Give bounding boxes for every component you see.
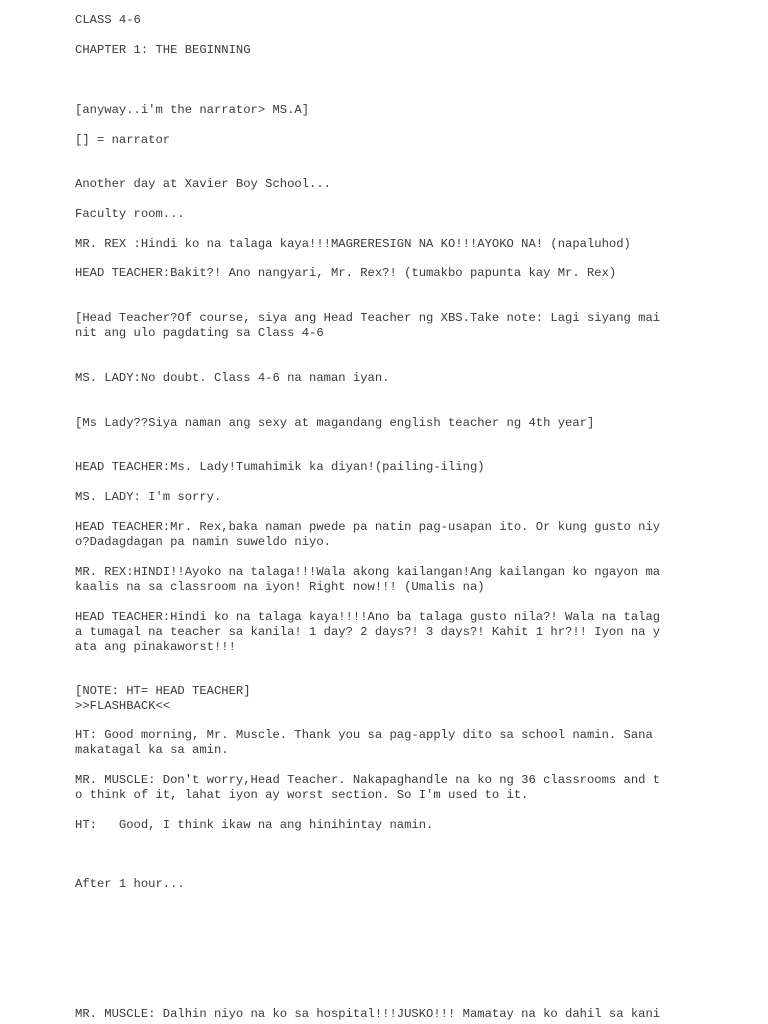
text-line: makatagal ka sa amin. bbox=[75, 743, 229, 757]
text-line: Faculty room... bbox=[75, 207, 185, 221]
text-line: [Head Teacher?Of course, siya ang Head Teacher ng XBS.Take note: Lagi siyang mai bbox=[75, 311, 661, 325]
text-line: HT: Good, I think ikaw na ang hinihintay namin. bbox=[75, 818, 434, 832]
text-line: MR. REX :Hindi ko na talaga kaya!!!MAGRERESIGN NA KO!!!AYOKO NA! (napaluhod) bbox=[75, 237, 631, 251]
text-line: Another day at Xavier Boy School... bbox=[75, 177, 331, 191]
text-line: MR. MUSCLE: Dalhin niyo na ko sa hospital!!!JUSKO!!! Mamatay na ko dahil sa kani bbox=[75, 1007, 661, 1021]
text-line: MS. LADY:No doubt. Class 4-6 na naman iyan. bbox=[75, 371, 390, 385]
text-line: HEAD TEACHER:Bakit?! Ano nangyari, Mr. Rex?! (tumakbo papunta kay Mr. Rex) bbox=[75, 266, 617, 280]
text-line: ata ang pinakaworst!!! bbox=[75, 640, 236, 654]
text-line: HEAD TEACHER:Hindi ko na talaga kaya!!!!Ano ba talaga gusto nila?! Wala na talag bbox=[75, 610, 661, 624]
text-line: CHAPTER 1: THE BEGINNING bbox=[75, 43, 251, 57]
text-line: HEAD TEACHER:Ms. Lady!Tumahimik ka diyan!(pailing-iling) bbox=[75, 460, 485, 474]
text-line: HEAD TEACHER:Mr. Rex,baka naman pwede pa natin pag-usapan ito. Or kung gusto niy bbox=[75, 520, 661, 534]
text-line: [Ms Lady??Siya naman ang sexy at magandang english teacher ng 4th year] bbox=[75, 416, 595, 430]
text-line: [NOTE: HT= HEAD TEACHER] bbox=[75, 684, 251, 698]
text-line: [] = narrator bbox=[75, 133, 171, 147]
text-line: o?Dadagdagan pa namin suweldo niyo. bbox=[75, 535, 331, 549]
text-line: kaalis na sa classroom na iyon! Right now!!! (Umalis na) bbox=[75, 580, 485, 594]
text-line: HT: Good morning, Mr. Muscle. Thank you sa pag-apply dito sa school namin. Sana bbox=[75, 728, 653, 742]
text-line: After 1 hour... bbox=[75, 877, 185, 891]
text-line: MR. REX:HINDI!!Ayoko na talaga!!!Wala akong kailangan!Ang kailangan ko ngayon ma bbox=[75, 565, 661, 579]
text-line: o think of it, lahat iyon ay worst section. So I'm used to it. bbox=[75, 788, 529, 802]
text-line: CLASS 4-6 bbox=[75, 13, 141, 27]
text-line: >>FLASHBACK<< bbox=[75, 699, 171, 713]
text-line: a tumagal na teacher sa kanila! 1 day? 2 days?! 3 days?! Kahit 1 hr?!! Iyon na y bbox=[75, 625, 661, 639]
text-line: MR. MUSCLE: Don't worry,Head Teacher. Nakapaghandle na ko ng 36 classrooms and t bbox=[75, 773, 661, 787]
text-line: [anyway..i'm the narrator> MS.A] bbox=[75, 103, 310, 117]
text-line: nit ang ulo pagdating sa Class 4-6 bbox=[75, 326, 324, 340]
text-line: MS. LADY: I'm sorry. bbox=[75, 490, 222, 504]
